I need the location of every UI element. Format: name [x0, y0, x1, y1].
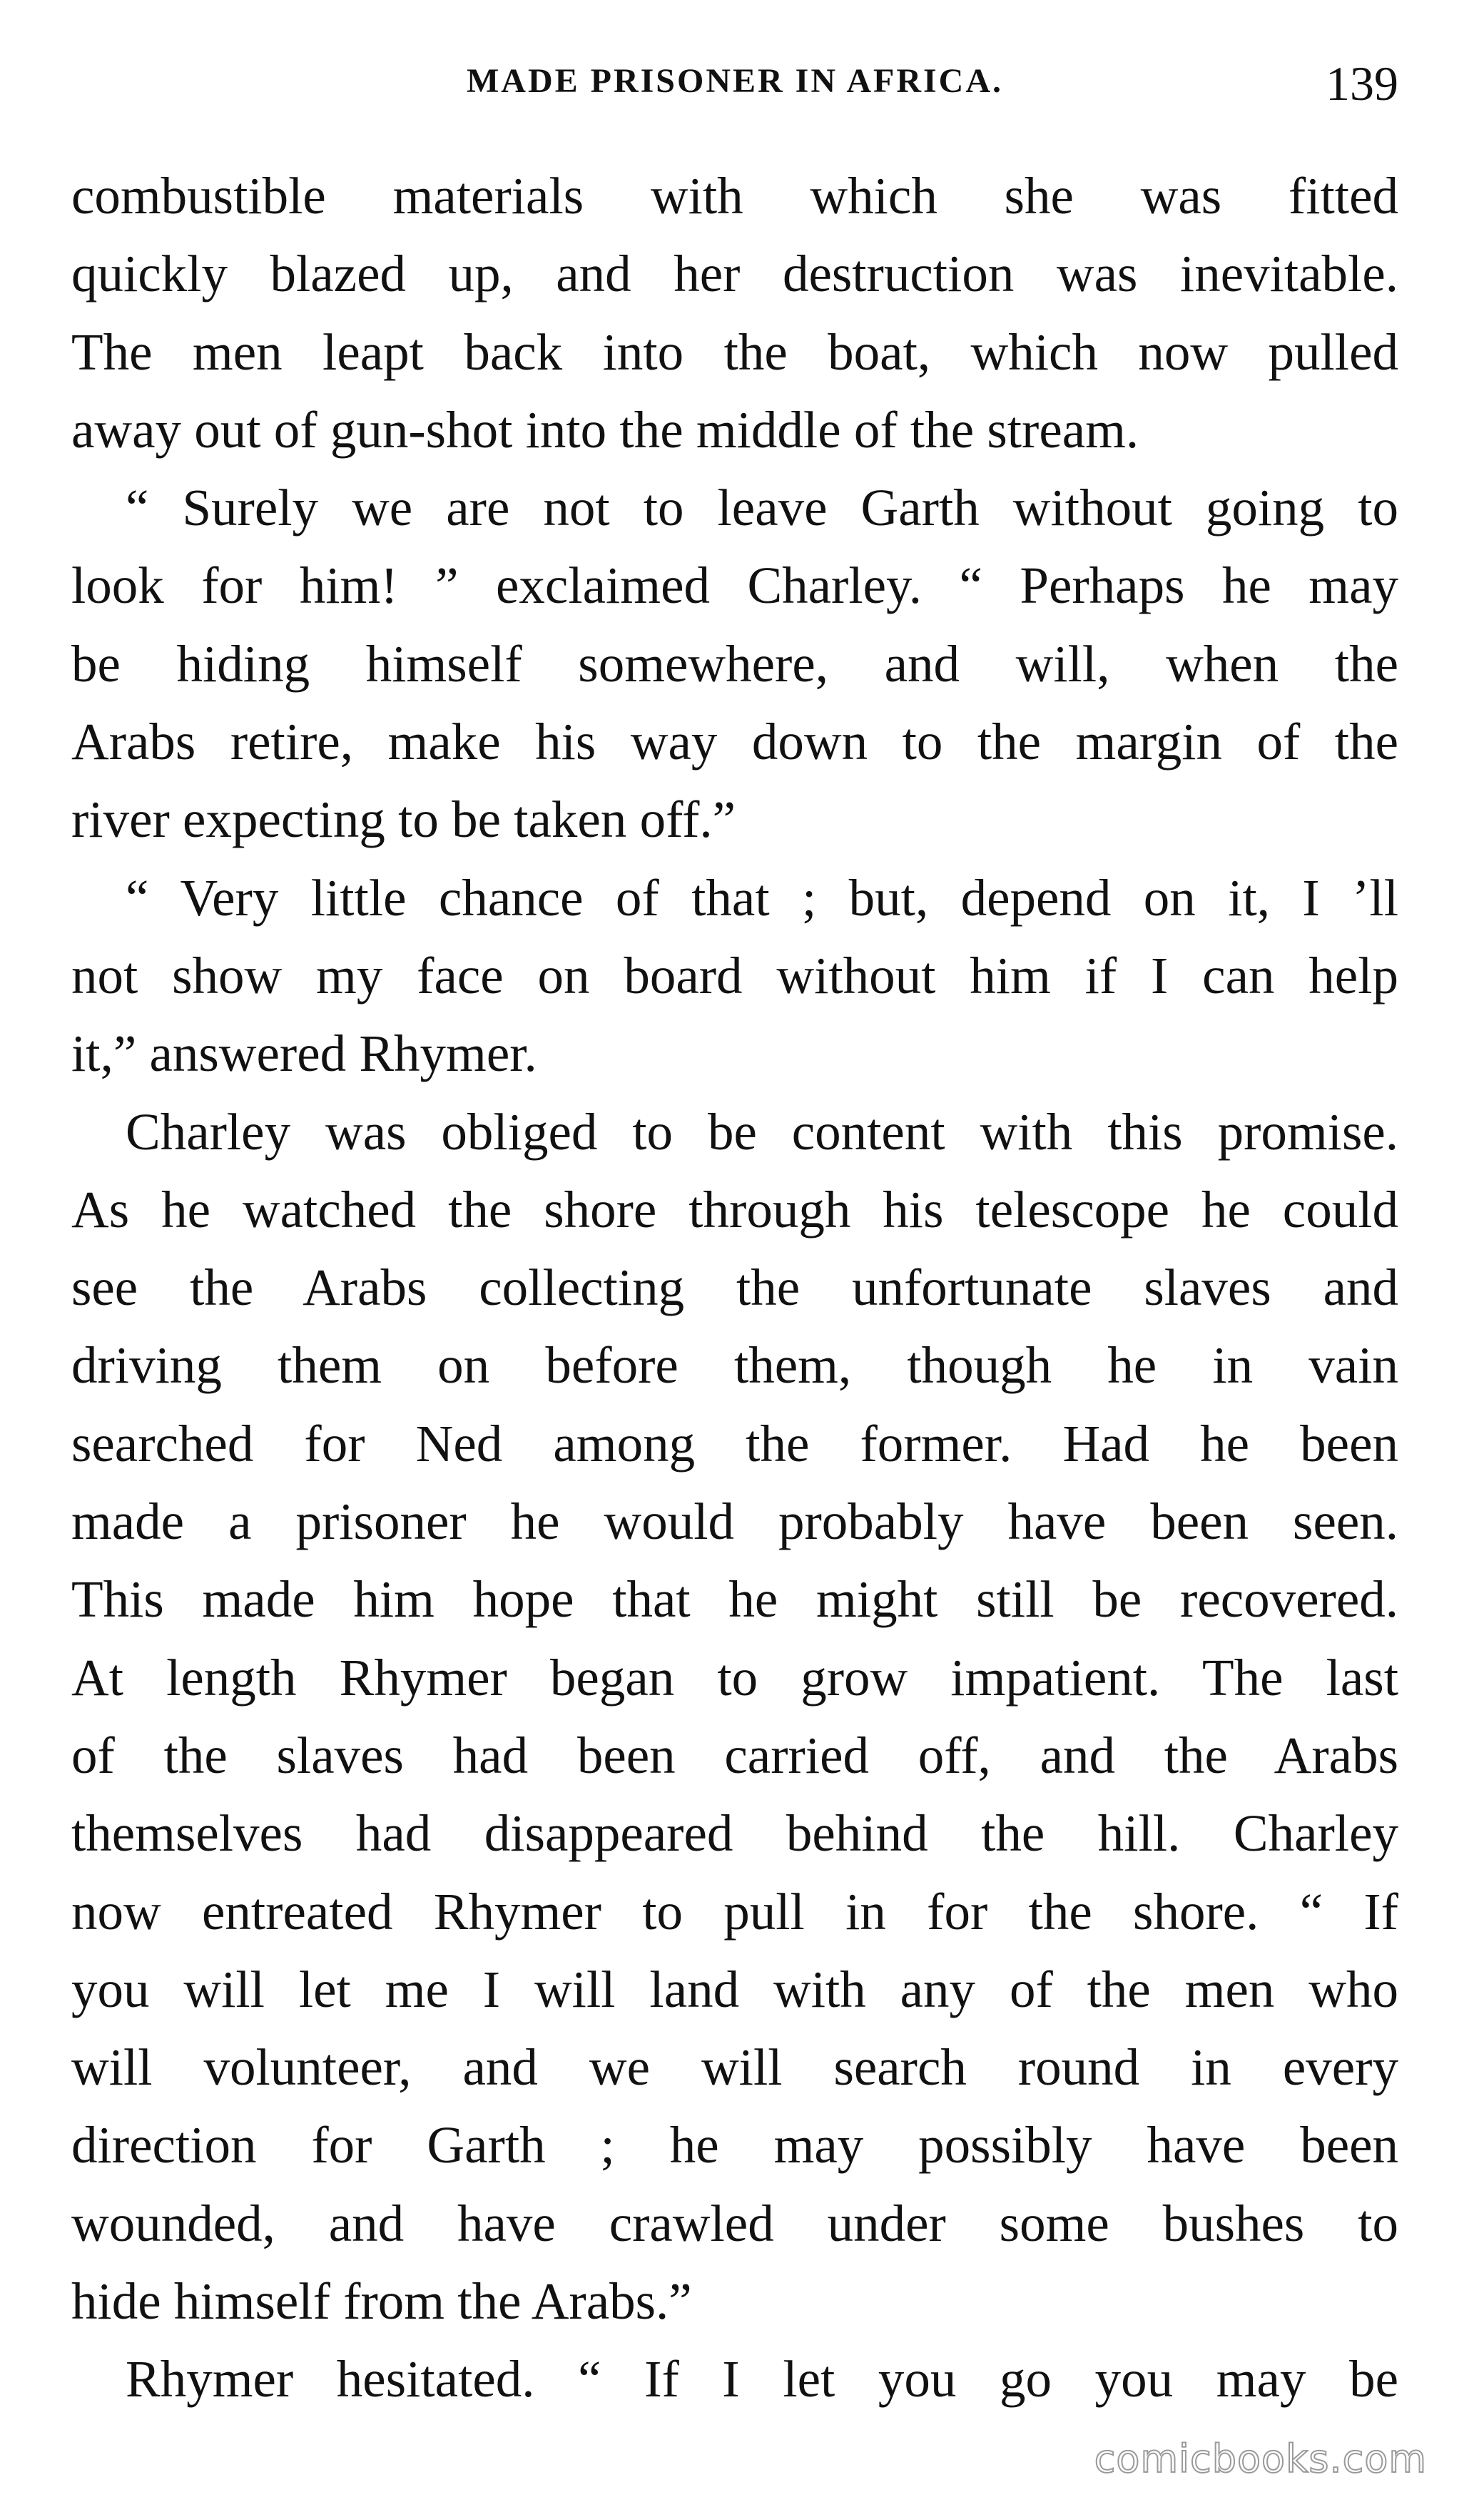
text-line: be hiding himself somewhere, and will, when the [71, 634, 1398, 693]
text-line: As he watched the shore through his telescope he could [71, 1180, 1398, 1239]
text-line: made a prisoner he would probably have been seen. [71, 1492, 1398, 1551]
text-line: This made him hope that he might still be recovered. [71, 1570, 1398, 1629]
text-line: The men leapt back into the boat, which now pulled [71, 322, 1398, 381]
text-line: see the Arabs collecting the unfortunate slaves and [71, 1258, 1398, 1317]
text-line: quickly blazed up, and her destruction was inevitable. [71, 245, 1398, 303]
text-line: look for him! ” exclaimed Charley. “ Perhaps he may [71, 556, 1398, 615]
watermark: comicbooks.com [1094, 2436, 1427, 2481]
text-line: Rhymer hesitated. “ If I let you go you may be [126, 2350, 1398, 2409]
text-line: it,” answered Rhymer. [71, 1024, 537, 1083]
text-line: hide himself from the Arabs.” [71, 2272, 692, 2331]
text-line: combustible materials with which she was fitted [71, 167, 1398, 225]
running-title: MADE PRISONER IN AFRICA. [466, 62, 1004, 100]
text-line: not show my face on board without him if I can help [71, 946, 1398, 1005]
running-head [71, 56, 1398, 113]
text-line: themselves had disappeared behind the hill. Charley [71, 1804, 1398, 1863]
text-line: searched for Ned among the former. Had he been [71, 1414, 1398, 1473]
body-text [71, 157, 1398, 2419]
text-line: will volunteer, and we will search round in every [71, 2038, 1398, 2097]
text-line: river expecting to be taken off.” [71, 790, 736, 849]
text-line: driving them on before them, though he in vain [71, 1336, 1398, 1395]
text-line: wounded, and have crawled under some bushes to [71, 2194, 1398, 2252]
text-line: “ Surely we are not to leave Garth without going to [126, 479, 1398, 537]
page-number: 139 [1326, 56, 1398, 111]
text-line: direction for Garth ; he may possibly have been [71, 2116, 1398, 2175]
text-line: Charley was obliged to be content with this promise. [126, 1102, 1398, 1161]
text-line: At length Rhymer began to grow impatient. The last [71, 1648, 1398, 1707]
text-line: now entreated Rhymer to pull in for the shore. “ If [71, 1882, 1398, 1941]
text-line: Arabs retire, make his way down to the margin of the [71, 713, 1398, 771]
text-line: “ Very little chance of that ; but, depend on it, I ’ll [126, 868, 1398, 927]
text-line: you will let me I will land with any of the men who [71, 1960, 1398, 2018]
text-line: of the slaves had been carried off, and the Arabs [71, 1726, 1398, 1784]
text-line: away out of gun-shot into the middle of the stream. [71, 400, 1139, 459]
